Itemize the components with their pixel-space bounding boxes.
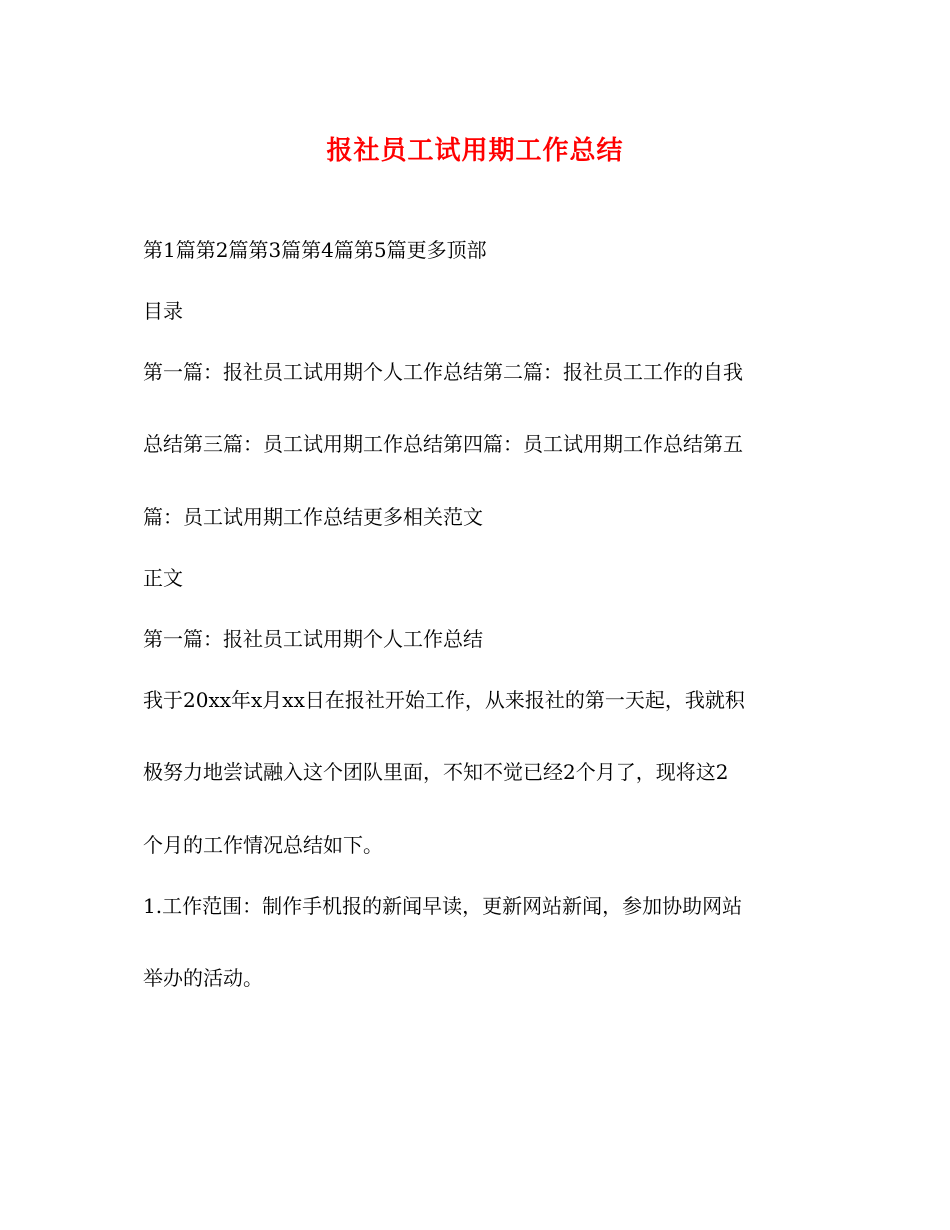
page-nav-links[interactable]: 第1篇第2篇第3篇第4篇第5篇更多顶部 <box>143 238 487 262</box>
paragraph-line: 举办的活动。 <box>143 966 263 990</box>
paragraph-line: 1.工作范围：制作手机报的新闻早读，更新网站新闻，参加协助网站 <box>143 894 743 918</box>
body-heading: 正文 <box>143 566 183 590</box>
toc-heading: 目录 <box>143 299 183 323</box>
section-title: 第一篇：报社员工试用期个人工作总结 <box>143 627 483 651</box>
toc-line-1[interactable]: 第一篇：报社员工试用期个人工作总结第二篇：报社员工工作的自我 <box>143 360 743 384</box>
paragraph-line: 个月的工作情况总结如下。 <box>143 833 383 857</box>
paragraph-line: 极努力地尝试融入这个团队里面，不知不觉已经2个月了，现将这2 <box>143 760 729 784</box>
paragraph-line: 我于20xx年x月xx日在报社开始工作，从来报社的第一天起，我就积 <box>143 688 745 712</box>
toc-line-3[interactable]: 篇：员工试用期工作总结更多相关范文 <box>143 505 483 529</box>
toc-line-2[interactable]: 总结第三篇：员工试用期工作总结第四篇：员工试用期工作总结第五 <box>143 432 743 456</box>
document-title: 报社员工试用期工作总结 <box>326 136 624 166</box>
